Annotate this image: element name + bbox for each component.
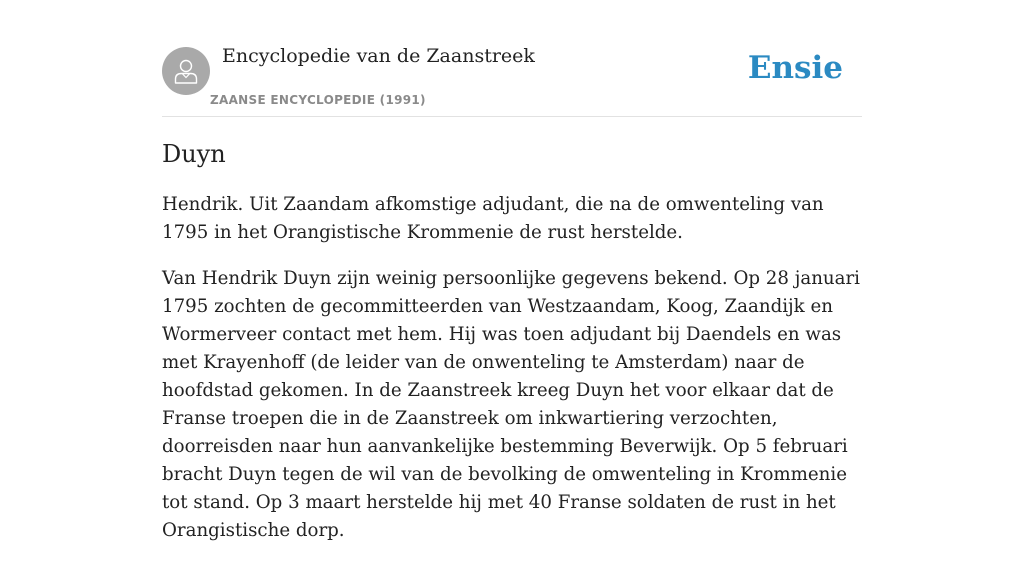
article [162, 138, 862, 563]
article-headword: Duyn [162, 140, 226, 168]
source-subtitle: ZAANSE ENCYCLOPEDIE (1991) [210, 93, 426, 107]
source-header [162, 40, 862, 117]
source-title-link[interactable]: Encyclopedie van de Zaanstreek [222, 45, 535, 67]
ensie-logo-link[interactable]: Ensie [747, 50, 843, 86]
user-silhouette-icon [171, 56, 201, 86]
source-avatar[interactable] [162, 47, 210, 95]
article-body: Van Hendrik Duyn zijn weinig persoonlijke gegevens bekend. Op 28 januari 1795 zochten de gecommitteerden van Westzaandam, Koog, Zaandijk en Wormerveer contact met hem. Hij was toen adjudant bij Daendels en was met Krayenhoff (de leider van de onwenteling te Amsterdam) naar de hoofdstad gekomen. In de Zaanstreek kreeg Duyn het voor elkaar dat de Franse troepen die in de Zaanstreek om inkwartiering verzochten, doorreisden naar hun aanvankelijke bestemming Beverwijk. Op 5 februari bracht Duyn tegen de wil van de bevolking de omwenteling in Krommenie tot stand. Op 3 maart herstelde hij met 40 Franse soldaten de rust in het Orangistische dorp. [162, 268, 860, 541]
article-summary: Hendrik. Uit Zaandam afkomstige adjudant, die na de omwenteling van 1795 in het Orangistische Krommenie de rust herstelde. [162, 194, 824, 243]
